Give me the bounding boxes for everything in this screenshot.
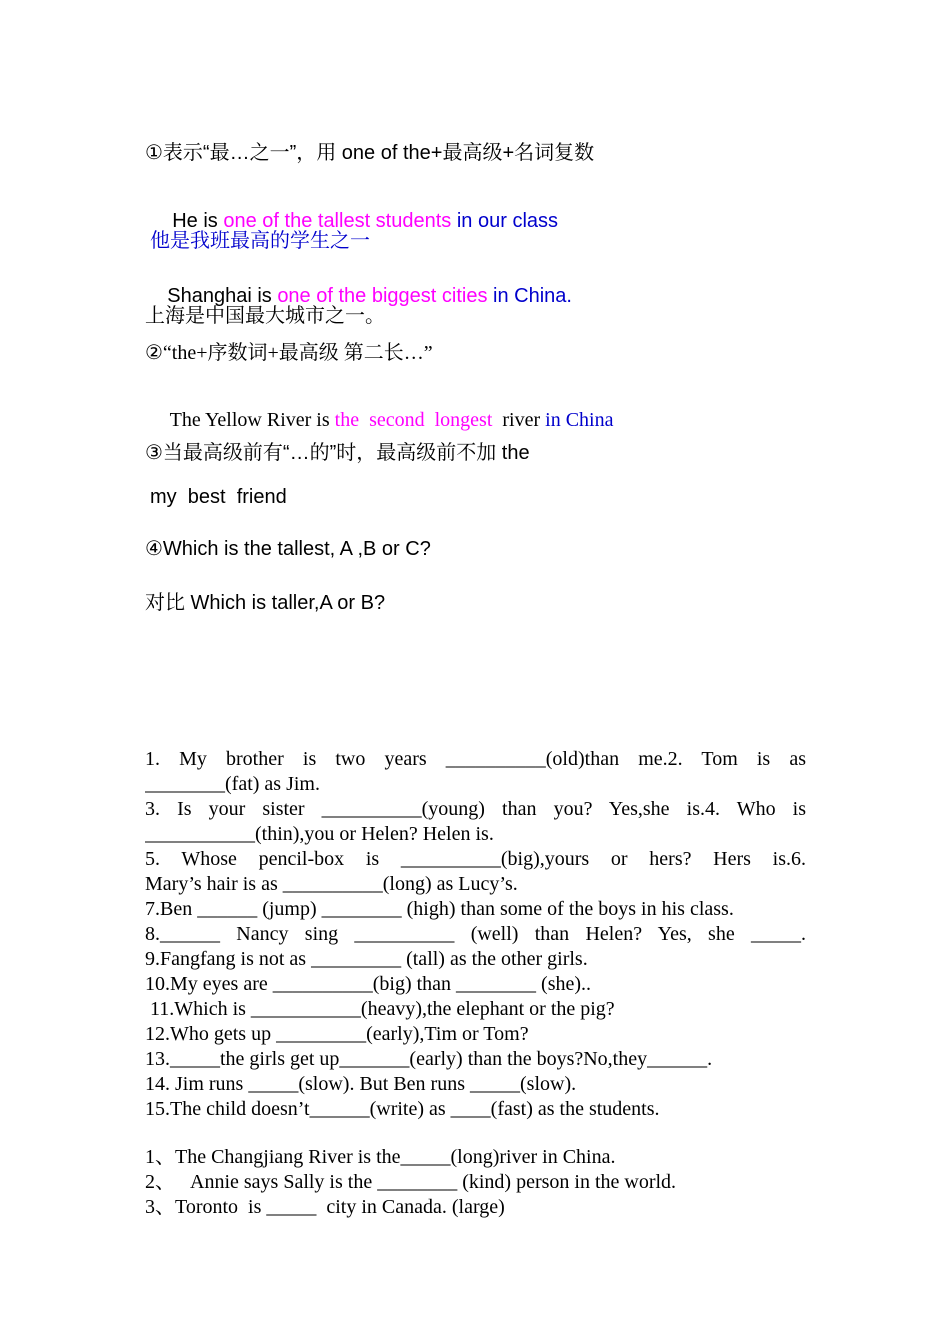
- example-phrase: in China.: [487, 285, 572, 307]
- exercise-line: Mary’s hair is as __________(long) as Lucy’s.: [145, 873, 518, 895]
- example-text: Shanghai is: [167, 285, 278, 307]
- rule-3-example: my best friend: [150, 486, 287, 508]
- exercise-line: ___________(thin),you or Helen? Helen is.: [145, 823, 494, 845]
- exercise-line: 2、 Annie says Sally is the ________ (kind) person in the world.: [145, 1171, 677, 1193]
- example-text: He is: [172, 210, 224, 232]
- exercise-line: 13._____the girls get up_______(early) than the boys?No,they______.: [145, 1048, 713, 1070]
- exercise-line: 9.Fangfang is not as _________ (tall) as the other girls.: [145, 948, 588, 970]
- example-highlight: one of the biggest cities: [277, 285, 488, 307]
- exercise-line: 1、The Changjiang River is the_____(long)river in China.: [145, 1146, 616, 1168]
- exercise-line: 15.The child doesn’t______(write) as ____(fast) as the students.: [145, 1098, 660, 1120]
- rule-1-example-2-translation: 上海是中国最大城市之一。: [145, 305, 385, 327]
- example-text: The Yellow River is: [169, 409, 335, 431]
- rule-1-heading: ①表示“最…之一”，用 one of the+最高级+名词复数: [145, 142, 595, 164]
- exercise-list-2: [145, 1145, 806, 1220]
- rule-4-compare: 对比 Which is taller,A or B?: [145, 592, 386, 614]
- rule-1-example-1-translation: 他是我班最高的学生之一: [150, 230, 370, 252]
- exercise-line: ________(fat) as Jim.: [145, 773, 320, 795]
- exercise-line: 10.My eyes are __________(big) than ________ (she)..: [145, 973, 592, 995]
- exercise-line: 14. Jim runs _____(slow). But Ben runs _____(slow).: [145, 1073, 577, 1095]
- exercise-line: 1. My brother is two years __________(old)than me.2. Tom is as: [145, 748, 806, 770]
- example-text: river: [492, 409, 546, 431]
- exercise-line: 8.______ Nancy sing __________ (well) than Helen? Yes, she _____.: [145, 923, 806, 945]
- exercise-line: 12.Who gets up _________(early),Tim or Tom?: [145, 1023, 529, 1045]
- exercise-line: 11.Which is ___________(heavy),the elephant or the pig?: [145, 998, 615, 1020]
- rule-4-heading: ④Which is the tallest, A ,B or C?: [145, 538, 431, 560]
- rule-2-heading: ②“the+序数词+最高级 第二长…”: [145, 342, 433, 364]
- exercise-line: 5. Whose pencil-box is __________(big),yours or hers? Hers is.6.: [145, 848, 806, 870]
- exercise-line: 7.Ben ______ (jump) ________ (high) than some of the boys in his class.: [145, 898, 734, 920]
- exercise-line: 3. Is your sister __________(young) than you? Yes,she is.4. Who is: [145, 798, 806, 820]
- rule-3-heading: ③当最高级前有“…的”时，最高级前不加 the: [145, 442, 530, 464]
- exercise-line: 3、Toronto is _____ city in Canada. (large): [145, 1196, 505, 1218]
- example-phrase: in China: [545, 409, 614, 431]
- example-phrase: in our class: [451, 210, 559, 232]
- example-highlight: one of the tallest students: [223, 210, 452, 232]
- exercise-list: [145, 747, 806, 1122]
- example-highlight: the second longest: [334, 409, 493, 431]
